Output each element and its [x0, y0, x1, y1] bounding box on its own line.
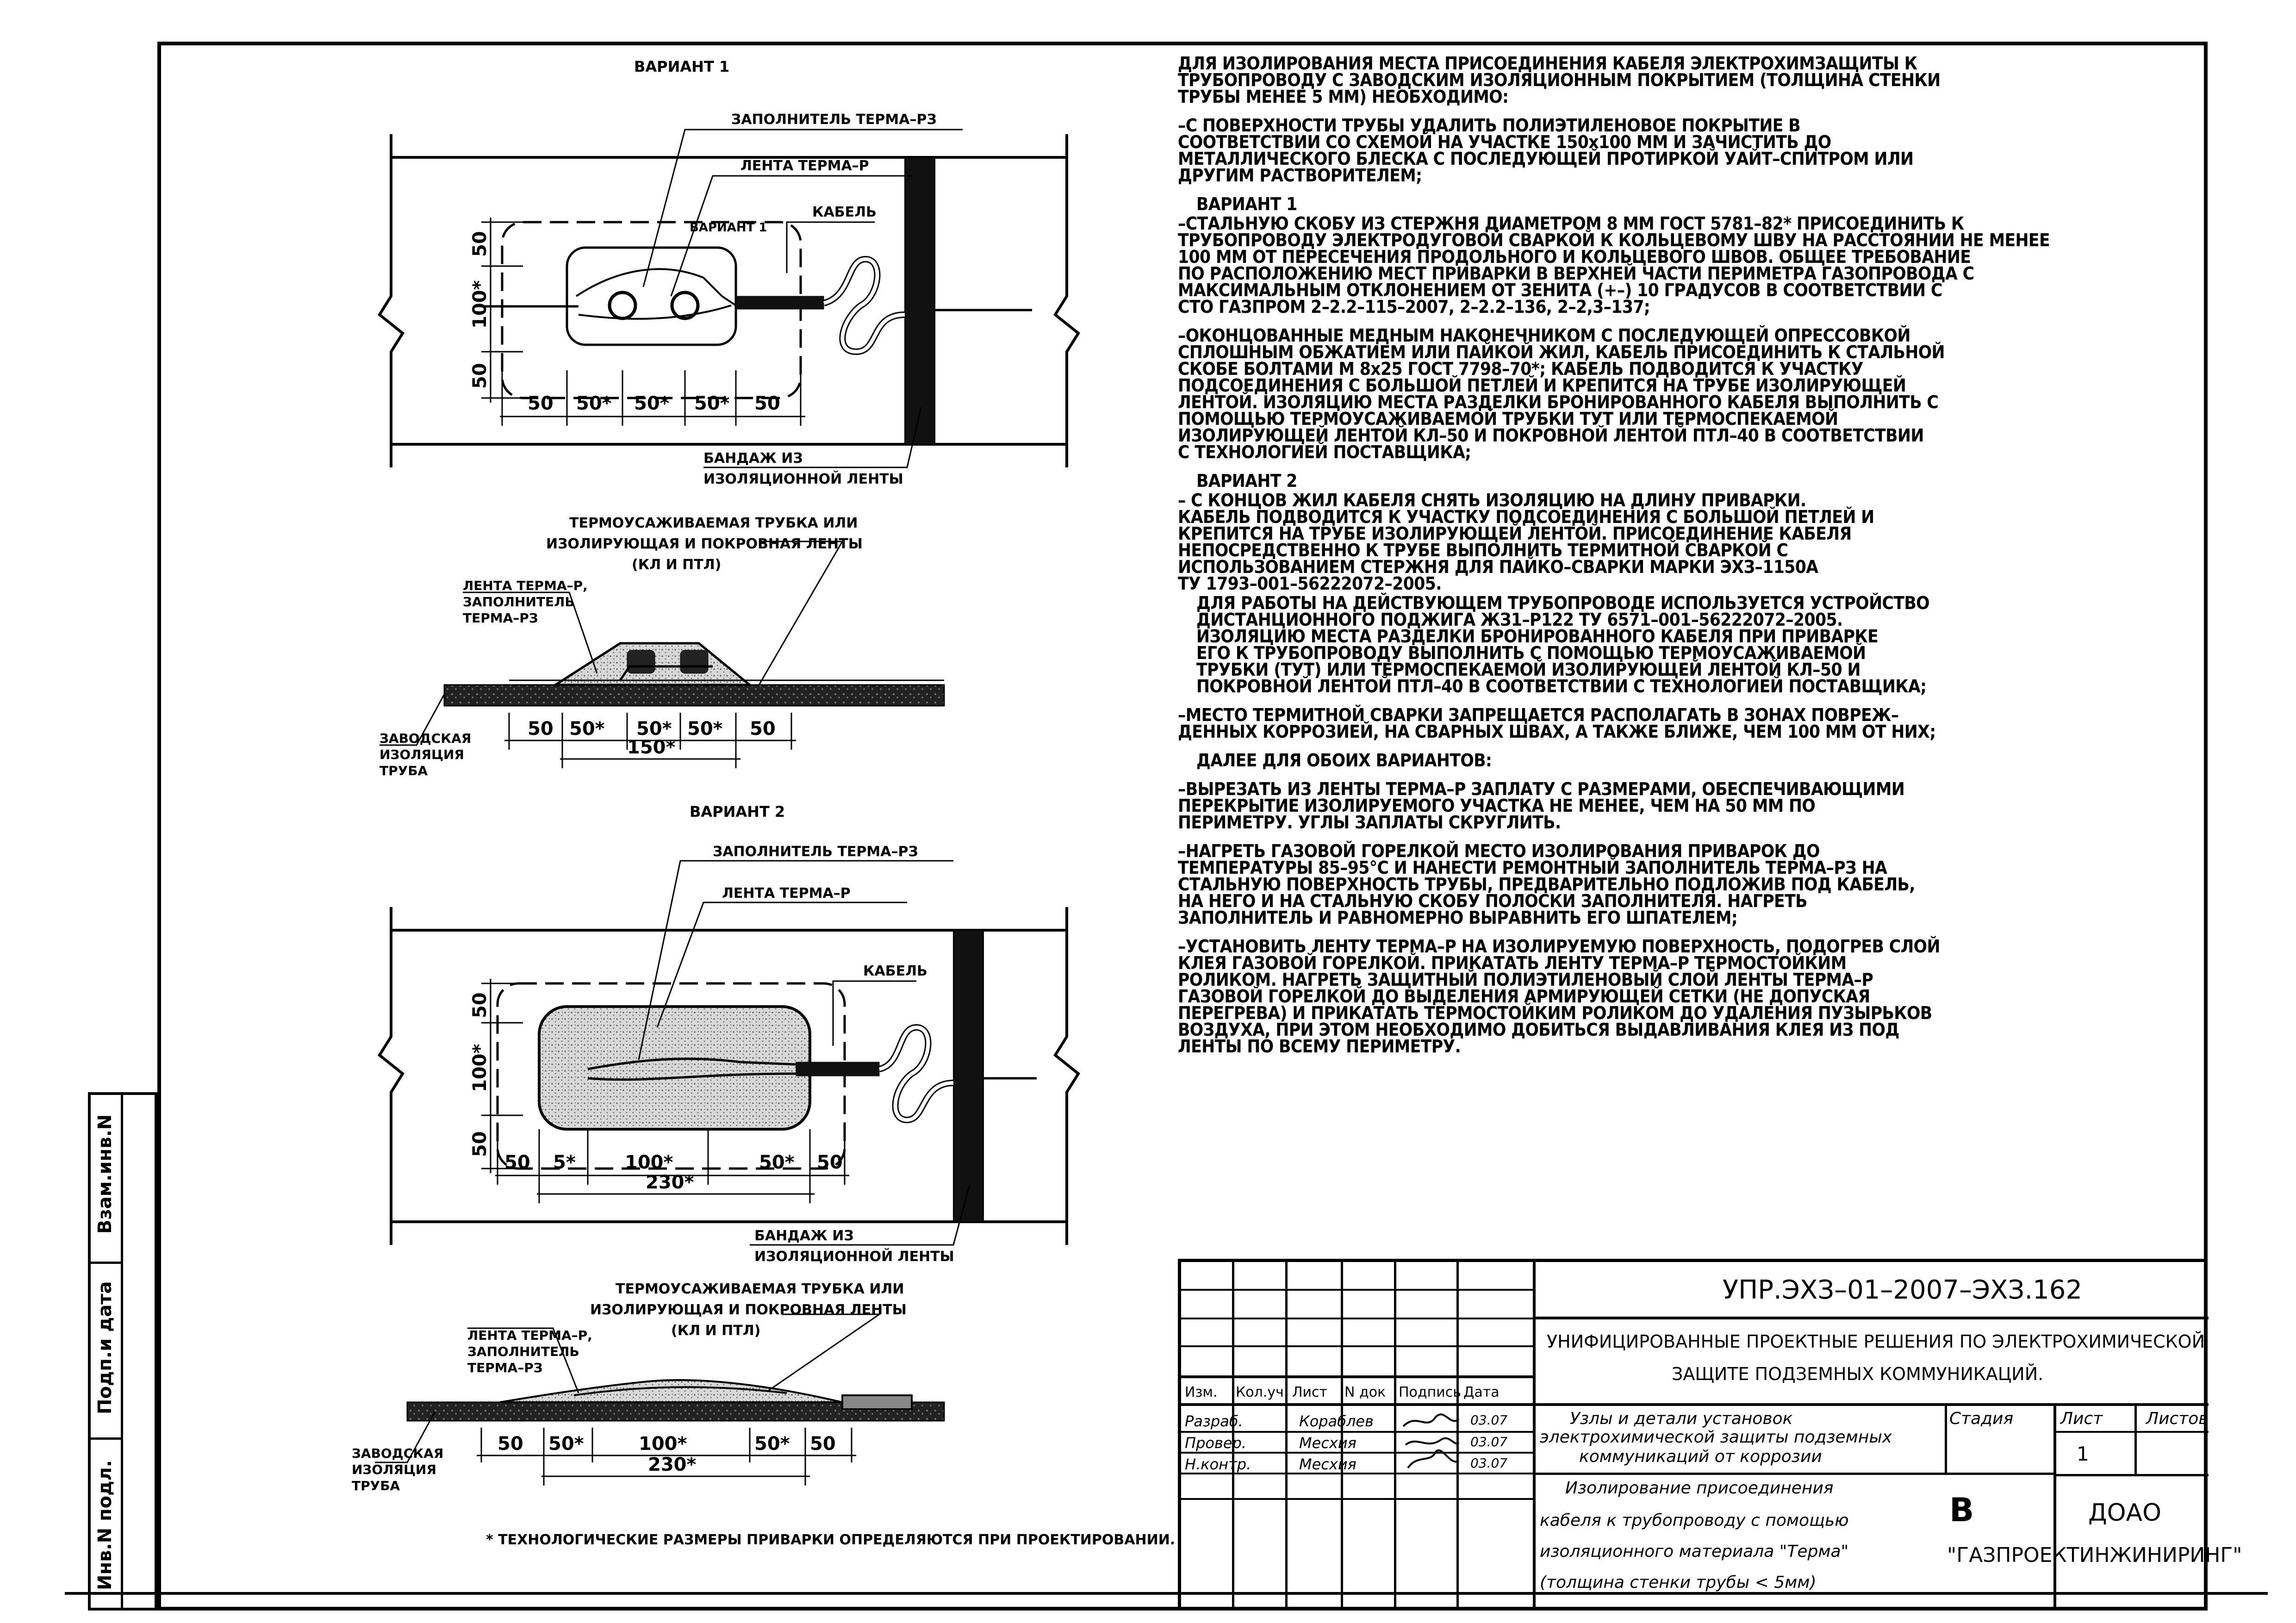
sheet-label: Лист	[2060, 1409, 2103, 1428]
row3-role: Н.контр.	[1185, 1455, 1251, 1473]
v2s-factory-1: ЗАВОДСКАЯ	[352, 1446, 444, 1461]
notes-both-title: ДАЛЕЕ ДЛЯ ОБОИХ ВАРИАНТОВ:	[1196, 750, 1492, 771]
v1-dim-bot: 50	[469, 363, 491, 389]
notes-both-install: –УСТАНОВИТЬ ЛЕНТУ ТЕРМА–Р НА ИЗОЛИРУЕМУЮ ПОВЕРХНОСТЬ, ПОДОГРЕВ СЛОЙ КЛЕЯ ГАЗОВОЙ ГОРЕЛКОЙ. ПРИКАТАТЬ ЛЕНТУ ТЕРМА–Р ТЕРМОСТОЙКИМ РОЛИКОМ. НАГРЕТЬ ЗАЩИТНЫЙ ПОЛИЭТИЛЕНОВЫЙ СЛОЙ ЛЕНТЫ ТЕРМА–Р ГАЗОВОЙ ГОРЕЛКОЙ ДО ВЫДЕЛЕНИЯ АРМИРУЮЩЕЙ СЕТКИ (НЕ ДОПУСКАЯ ПЕРЕГРЕВА) И ПРИКАТАТЬ ТЕРМОСТОЙКИМ РОЛИКОМ ДО УДАЛЕНИЯ ПУЗЫРЬКОВ ВОЗДУХА, ПРИ ЭТОМ НЕОБХОДИМО ДОБИТЬСЯ ВЫДАВЛИВАНИЯ КЛЕЯ ИЗ ПОД ЛЕНТЫ ПО ВСЕМУ ПЕРИМЕТРУ.	[1178, 936, 1940, 1057]
v1s-pipe: ТРУБА	[380, 763, 428, 778]
side-stamp-replace-label: Взам.инв.N	[94, 1114, 116, 1234]
notes-intro: ДЛЯ ИЗОЛИРОВАНИЯ МЕСТА ПРИСОЕДИНЕНИЯ КАБЕЛЯ ЭЛЕКТРОХИМЗАЩИТЫ К ТРУБОПРОВОДУ С ЗАВОДСКИМ ИЗОЛЯЦИОННЫМ ПОКРЫТИЕМ (ТОЛЩИНА СТЕНКИ ТРУБЫ МЕНЕЕ 5 ММ) НЕОБХОДИМО:	[1178, 53, 1941, 107]
v2s-dim-2: 50*	[548, 1433, 584, 1455]
v2-dim-h-5: 50	[817, 1152, 843, 1173]
v1-cable-label: КАБЕЛЬ	[812, 204, 877, 220]
col-podpis: Подпись	[1399, 1384, 1461, 1400]
v2s-tape-1: ЛЕНТА ТЕРМА–Р,	[467, 1328, 592, 1343]
notes-v2-title: ВАРИАНТ 2	[1196, 471, 1297, 491]
col-kol: Кол.уч	[1236, 1384, 1284, 1400]
v1s-sleeve-3: (КЛ И ПТЛ)	[632, 557, 722, 573]
row1-date: 03.07	[1470, 1412, 1508, 1428]
sheet-title-1: Изолирование присоединения	[1565, 1479, 1834, 1498]
v1s-tape-2: ЗАПОЛНИТЕЛЬ	[463, 594, 575, 609]
row1-name: Кораблев	[1299, 1412, 1374, 1430]
notes-v2-device: ДЛЯ РАБОТЫ НА ДЕЙСТВУЮЩЕМ ТРУБОПРОВОДЕ ИСПОЛЬЗУЕТСЯ УСТРОЙСТВО ДИСТАНЦИОННОГО ПОДЖИГА ЖЗ1–Р122 ТУ 6571–001–56222072–2005. ИЗОЛЯЦИЮ МЕСТА РАЗДЕЛКИ БРОНИРОВАННОГО КАБЕЛЯ ПРИ ПРИВАРКЕ ЕГО К ТРУБОПРОВОДУ ВЫПОЛНИТЬ С ПОМОЩЬЮ ТЕРМОУСАЖИВАЕМОЙ ТРУБКИ (ТУТ) ИЛИ ТЕРМОСПЕКАЕМОЙ ИЗОЛИРУЮЩЕЙ ЛЕНТОЙ КЛ–50 И ПОКРОВНОЙ ЛЕНТОЙ ПТЛ–40 В СООТВЕТСТВИИ С ТЕХНОЛОГИЕЙ ПОСТАВЩИКА;	[1196, 593, 1929, 697]
row3-date: 03.07	[1470, 1455, 1508, 1471]
variant2-plan	[380, 803, 1078, 1245]
col-data: Дата	[1463, 1384, 1500, 1400]
v1s-dim-4: 50*	[687, 718, 723, 740]
variant-drawings	[0, 0, 1176, 1583]
stage-label: Стадия	[1949, 1409, 2014, 1428]
v2s-factory-2: ИЗОЛЯЦИЯ	[352, 1462, 436, 1477]
project-title-2: ЗАЩИТЕ ПОДЗЕМНЫХ КОММУНИКАЦИЙ.	[1672, 1364, 2044, 1384]
v2s-pipe: ТРУБА	[352, 1478, 400, 1493]
v1s-factory-1: ЗАВОДСКАЯ	[380, 731, 472, 746]
v2-dim-h-1: 50	[504, 1152, 530, 1173]
notes-v1-cable: –ОКОНЦОВАННЫЕ МЕДНЫМ НАКОНЕЧНИКОМ С ПОСЛЕДУЮЩЕЙ ОПРЕССОВКОЙ СПЛОШНЫМ ОБЖАТИЕМ ИЛИ ПАЙКОЙ ЖИЛ, КАБЕЛЬ ПРИСОЕДИНИТЬ К СТАЛЬНОЙ СКОБЕ БОЛТАМИ М 8х25 ГОСТ 7798–70*; КАБЕЛЬ ПОДВОДИТСЯ К УЧАСТКУ ПОДСОЕДИНЕНИЯ С БОЛЬШОЙ ПЕТЛЕЙ И КРЕПИТСЯ НА ТРУБЕ ИЗОЛИРУЮЩЕЙ ЛЕНТОЙ. ИЗОЛЯЦИЮ МЕСТА РАЗДЕЛКИ БРОНИРОВАННОГО КАБЕЛЯ ВЫПОЛНИТЬ С ПОМОЩЬЮ ТЕРМОУСАЖИВАЕМОЙ ТРУБКИ ТУТ ИЛИ ТЕРМОСПЕКАЕМОЙ ИЗОЛИРУЮЩЕЙ ЛЕНТОЙ КЛ–50 И ПОКРОВНОЙ ЛЕНТОЙ ПТЛ–40 В СООТВЕТСТВИИ С ТЕХНОЛОГИЕЙ ПОСТАВЩИКА;	[1178, 325, 1945, 463]
v2-tape-label: ЛЕНТА ТЕРМА–Р	[722, 885, 851, 902]
v1s-dim-3: 50*	[636, 718, 672, 740]
v2-bandage-label-1: БАНДАЖ ИЗ	[754, 1228, 854, 1244]
row2-date: 03.07	[1470, 1434, 1508, 1449]
v1s-sleeve-2: ИЗОЛИРУЮЩАЯ И ПОКРОВНАЯ ЛЕНТЫ	[546, 536, 863, 552]
notes-v2-text: – С КОНЦОВ ЖИЛ КАБЕЛЯ СНЯТЬ ИЗОЛЯЦИЮ НА ДЛИНУ ПРИВАРКИ. КАБЕЛЬ ПОДВОДИТСЯ К УЧАСТКУ ПОДСОЕДИНЕНИЯ С БОЛЬШОЙ ПЕТЛЕЙ И КРЕПИТСЯ НА ТРУБЕ ИЗОЛИРУЮЩЕЙ ЛЕНТОЙ. ПРИСОЕДИНЕНИЕ КАБЕЛЯ НЕПОСРЕДСТВЕННО К ТРУБЕ ВЫПОЛНИТЬ ТЕРМИТНОЙ СВАРКОЙ С ИСПОЛЬЗОВАНИЕМ СТЕРЖНЯ ДЛЯ ПАЙКО–СВАРКИ МАРКИ ЭХЗ–1150А ТУ 1793–001–56222072–2005.	[1178, 490, 1874, 594]
v2-dim-h-3: 100*	[625, 1152, 673, 1173]
v2-dim-top: 50	[469, 992, 491, 1018]
row2-role: Провер.	[1185, 1434, 1246, 1452]
side-stamp-sign-label: Подп.и дата	[94, 1281, 116, 1414]
v2s-tape-2: ЗАПОЛНИТЕЛЬ	[467, 1344, 579, 1359]
v1s-dim-1: 50	[528, 718, 554, 740]
v2s-tape-3: ТЕРМА–РЗ	[467, 1360, 543, 1375]
title-block	[1178, 1259, 2242, 1611]
v1-inner-variant-label: ВАРИАНТ 1	[690, 221, 767, 235]
v2-dim-h-2: 5*	[553, 1152, 576, 1173]
v1s-dim-2: 50*	[569, 718, 605, 740]
notes-v2-forbid: –МЕСТО ТЕРМИТНОЙ СВАРКИ ЗАПРЕЩАЕТСЯ РАСПОЛАГАТЬ В ЗОНАХ ПОВРЕЖ– ДЕННЫХ КОРРОЗИЕЙ, НА СВАРНЫХ ШВАХ, А ТАКЖЕ БЛИЖЕ, ЧЕМ 100 ММ ОТ НИХ;	[1178, 705, 1936, 742]
v2-dim-mid: 100*	[469, 1044, 491, 1092]
v2-dim-h-4: 50*	[759, 1152, 795, 1173]
col-izm: Изм.	[1185, 1384, 1218, 1400]
company-name-2: "ГАЗПРОЕКТИНЖИНИРИНГ"	[1947, 1543, 2242, 1567]
notes-step-remove: –С ПОВЕРХНОСТИ ТРУБЫ УДАЛИТЬ ПОЛИЭТИЛЕНОВОЕ ПОКРЫТИЕ В СООТВЕТСТВИИ СО СХЕМОЙ НА УЧАСТКЕ 150х100 ММ И ЗАЧИСТИТЬ ДО МЕТАЛЛИЧЕСКОГО БЛЕСКА С ПОСЛЕДУЮЩЕЙ ПРОТИРКОЙ УАЙТ–СПИТРОМ ИЛИ ДРУГИМ РАСТВОРИТЕЛЕМ;	[1178, 115, 1914, 186]
v1-filler-label: ЗАПОЛНИТЕЛЬ ТЕРМА–РЗ	[731, 112, 937, 128]
v2s-sleeve-1: ТЕРМОУСАЖИВАЕМАЯ ТРУБКА ИЛИ	[616, 1281, 904, 1297]
row1-role: Разраб.	[1185, 1412, 1243, 1430]
v1-dim-h-4: 50*	[694, 393, 730, 414]
section-2: электрохимической защиты подземных	[1540, 1428, 1892, 1447]
notes-both-heat: –НАГРЕТЬ ГАЗОВОЙ ГОРЕЛКОЙ МЕСТО ИЗОЛИРОВАНИЯ ПРИВАРОК ДО ТЕМПЕРАТУРЫ 85–95°С И НАНЕСТИ РЕМОНТНЫЙ ЗАПОЛНИТЕЛЬ ТЕРМА–РЗ НА СТАЛЬНУЮ ПОВЕРХНОСТЬ ТРУБЫ, ПРЕДВАРИТЕЛЬНО ПОДЛОЖИВ ПОД КАБЕЛЬ, НА НЕГО И НА СТАЛЬНУЮ СКОБУ ПОЛОСКИ ЗАПОЛНИТЕЛЯ. НАГРЕТЬ ЗАПОЛНИТЕЛЬ И РАВНОМЕРНО ВЫРАВНИТЬ ЕГО ШПАТЕЛЕМ;	[1178, 841, 1915, 928]
sheet-title-4: (толщина стенки трубы < 5мм)	[1540, 1573, 1817, 1592]
v1-dim-h-5: 50	[754, 393, 780, 414]
v1-bandage-label-2: ИЗОЛЯЦИОННОЙ ЛЕНТЫ	[703, 471, 903, 487]
v2s-dim-4: 50*	[754, 1433, 790, 1455]
v1s-dim-total: 150*	[627, 737, 676, 758]
v1-dim-h-3: 50*	[634, 393, 670, 414]
sheets-label: Листов	[2146, 1409, 2209, 1428]
v1-bandage-label-1: БАНДАЖ ИЗ	[703, 450, 803, 466]
doc-code: УПР.ЭХЗ–01–2007–ЭХЗ.162	[1723, 1275, 2082, 1305]
v2-dim-bot: 50	[469, 1131, 491, 1157]
v2-cable-label: КАБЕЛЬ	[863, 963, 927, 979]
row3-name: Месхия	[1299, 1455, 1356, 1473]
v2-dim-total: 230*	[646, 1172, 694, 1193]
variant1-title: ВАРИАНТ 1	[634, 58, 730, 75]
row2-name: Месхия	[1299, 1434, 1356, 1452]
notes-both-cut: –ВЫРЕЗАТЬ ИЗ ЛЕНТЫ ТЕРМА–Р ЗАПЛАТУ С РАЗМЕРАМИ, ОБЕСПЕЧИВАЮЩИМИ ПЕРЕКРЫТИЕ ИЗОЛИРУЕМОГО УЧАСТКА НЕ МЕНЕЕ, ЧЕМ НА 50 ММ ПО ПЕРИМЕТРУ. УГЛЫ ЗАПЛАТЫ СКРУГЛИТЬ.	[1178, 779, 1905, 833]
company-name-1: ДОАО	[2088, 1499, 2162, 1527]
section-1: Узлы и детали установок	[1570, 1409, 1793, 1428]
v1-dim-h-1: 50	[528, 393, 554, 414]
v1-dim-top: 50	[469, 231, 491, 257]
sheet-title-2: кабеля к трубопроводу с помощью	[1540, 1511, 1849, 1530]
v2-bandage-label-2: ИЗОЛЯЦИОННОЙ ЛЕНТЫ	[754, 1249, 954, 1265]
signatures	[1399, 1408, 1463, 1477]
footnote: * ТЕХНОЛОГИЧЕСКИЕ РАЗМЕРЫ ПРИВАРКИ ОПРЕДЕЛЯЮТСЯ ПРИ ПРОЕКТИРОВАНИИ.	[486, 1532, 1176, 1548]
side-stamp-inv-label: Инв.N подл.	[94, 1460, 116, 1590]
sheet-title-3: изоляционного материала "Терма"	[1540, 1542, 1849, 1561]
col-ndok: N док	[1344, 1384, 1386, 1400]
v1-dim-mid: 100*	[469, 280, 491, 329]
notes-v1-title: ВАРИАНТ 1	[1196, 194, 1297, 215]
v2s-dim-5: 50	[810, 1433, 836, 1455]
v2s-dim-1: 50	[498, 1433, 523, 1455]
col-list: Лист	[1292, 1384, 1328, 1400]
v2s-dim-total: 230*	[648, 1454, 697, 1475]
v2-filler-label: ЗАПОЛНИТЕЛЬ ТЕРМА–РЗ	[713, 844, 918, 860]
project-title-1: УНИФИЦИРОВАННЫЕ ПРОЕКТНЫЕ РЕШЕНИЯ ПО ЭЛЕКТРОХИМИЧЕСКОЙ	[1547, 1331, 2205, 1352]
v2s-sleeve-2: ИЗОЛИРУЮЩАЯ И ПОКРОВНАЯ ЛЕНТЫ	[590, 1302, 907, 1318]
v2s-dim-3: 100*	[639, 1433, 687, 1455]
v1s-factory-2: ИЗОЛЯЦИЯ	[380, 747, 464, 762]
v1-tape-label: ЛЕНТА ТЕРМА–Р	[740, 158, 869, 174]
notes-v1-text: –СТАЛЬНУЮ СКОБУ ИЗ СТЕРЖНЯ ДИАМЕТРОМ 8 ММ ГОСТ 5781–82* ПРИСОЕДИНИТЬ К ТРУБОПРОВОДУ ЭЛЕКТРОДУГОВОЙ СВАРКОЙ К КОЛЬЦЕВОМУ ШВУ НА РАССТОЯНИИ НЕ МЕНЕЕ 100 ММ ОТ ПЕРЕСЕЧЕНИЯ ПРОДОЛЬНОГО И КОЛЬЦЕВОГО ШВОВ. ОБЩЕЕ ТРЕБОВАНИЕ ПО РАСПОЛОЖЕНИЮ МЕСТ ПРИВАРКИ В ВЕРХНЕЙ ЧАСТИ ПЕРИМЕТРА ГАЗОПРОВОДА С МАКСИМАЛЬНЫМ ОТКЛОНЕНИЕМ ОТ ЗЕНИТА (+–) 10 ГРАДУСОВ В СООТВЕТСТВИИ С СТО ГАЗПРОМ 2–2.2–115–2007, 2–2.2–136, 2–2,3–137;	[1178, 213, 2050, 317]
section-3: коммуникаций от коррозии	[1579, 1447, 1822, 1466]
v1s-dim-5: 50	[750, 718, 776, 740]
variant2-title: ВАРИАНТ 2	[690, 803, 785, 821]
v1-dim-h-2: 50*	[576, 393, 612, 414]
sheet-value: 1	[2077, 1443, 2089, 1465]
notes	[1178, 53, 2196, 1067]
v1s-tape-1: ЛЕНТА ТЕРМА–Р,	[463, 578, 588, 593]
company-logo: В	[1949, 1491, 1974, 1529]
v2s-sleeve-3: (КЛ И ПТЛ)	[671, 1323, 761, 1339]
v1s-sleeve-1: ТЕРМОУСАЖИВАЕМАЯ ТРУБКА ИЛИ	[569, 515, 858, 531]
v1s-tape-3: ТЕРМА–РЗ	[463, 610, 538, 626]
